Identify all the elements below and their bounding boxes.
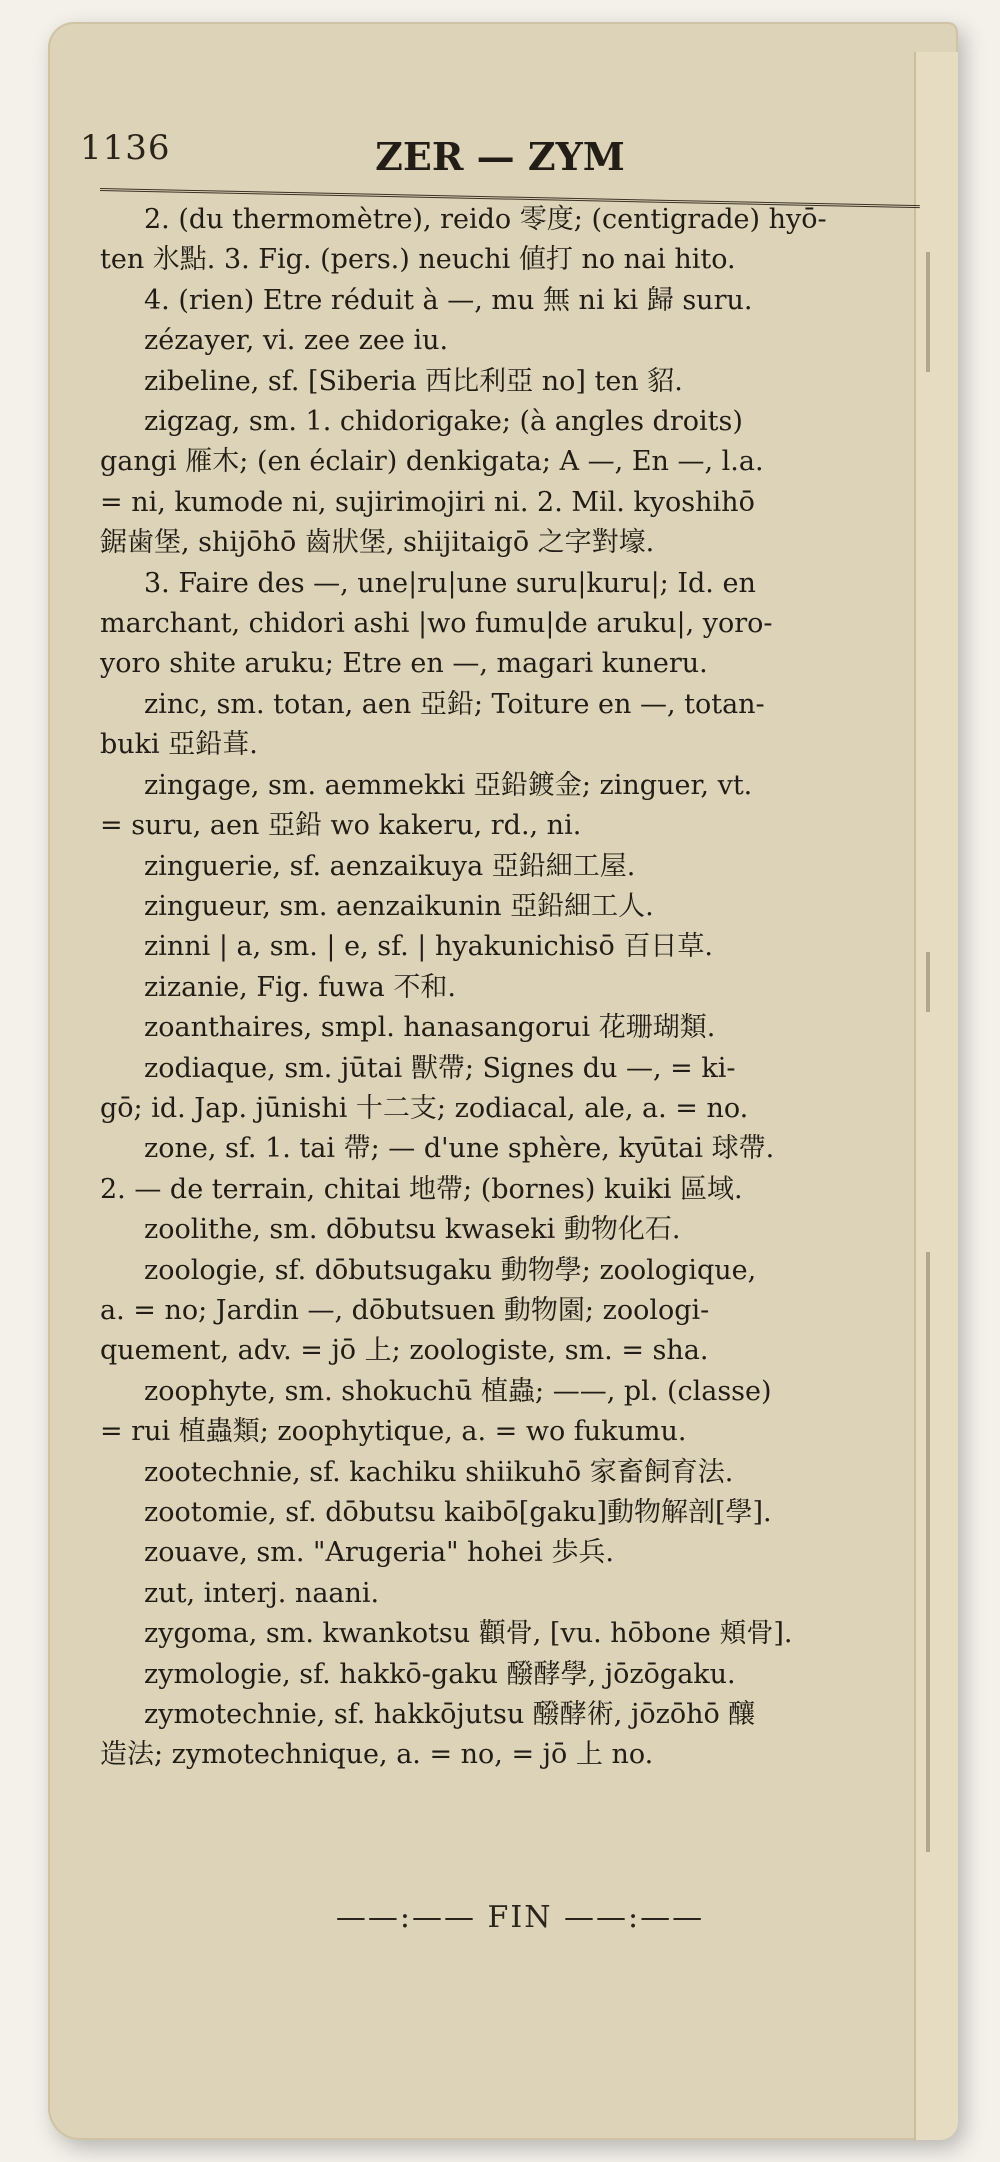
entry-line: 2. — de terrain, chitai 地帶; (bornes) kuiki 區域. xyxy=(100,1173,743,1205)
entry-line: 2. (du thermomètre), reido 零度; (centigrade) hyō- xyxy=(144,204,827,235)
entry-line: zizanie, Fig. fuwa 不和. xyxy=(144,971,456,1003)
entry-line: marchant, chidori ashi |wo fumu|de aruku|, yoro- xyxy=(100,608,773,640)
entry-line: zibeline, sf. [Siberia 西比利亞 no] ten 貂. xyxy=(144,365,683,397)
entry-line: buki 亞鉛葺. xyxy=(100,729,258,761)
entry-line: zingueur, sm. aenzaikunin 亞鉛細工人. xyxy=(144,890,654,922)
entry-line: zinguerie, sf. aenzaikuya 亞鉛細工屋. xyxy=(144,850,636,882)
entry-line: zigzag, sm. 1. chidorigake; (à angles droits) xyxy=(144,406,743,438)
entry-line: gangi 雁木; (en éclair) denkigata; A —, En —, l.a. xyxy=(100,446,764,478)
page-number: 1136 xyxy=(80,128,171,168)
entry-line: zoanthaires, smpl. hanasangorui 花珊瑚類. xyxy=(144,1012,716,1044)
entry-line: zoolithe, sm. dōbutsu kwaseki 動物化石. xyxy=(144,1214,681,1246)
entry-line: quement, adv. = jō 上; zoologiste, sm. = sha. xyxy=(100,1335,709,1367)
entry-line: zinc, sm. totan, aen 亞鉛; Toiture en —, totan- xyxy=(144,688,765,720)
entry-line: zone, sf. 1. tai 帶; — d'une sphère, kyūtai 球帶. xyxy=(144,1133,775,1165)
entry-line: 3. Faire des —, une|ru|une suru|kuru|; Id. en xyxy=(144,567,756,599)
entry-line: zouave, sm. "Arugeria" hohei 歩兵. xyxy=(144,1537,614,1569)
entry-line: zootechnie, sf. kachiku shiikuhō 家畜飼育法. xyxy=(144,1456,734,1488)
fin-mark: ——:—— FIN ——:—— xyxy=(335,1900,705,1935)
entry-line: 鋸歯堡, shijōhō 齒狀堡, shijitaigō 之字對壕. xyxy=(100,527,655,559)
entry-line: zinni | a, sm. | e, sf. | hyakunichisō 百日草. xyxy=(144,931,713,963)
entry-line: yoro shite aruku; Etre en —, magari kuneru. xyxy=(100,648,708,680)
entry-line: zymologie, sf. hakkō-gaku 醱酵學, jōzōgaku. xyxy=(144,1658,736,1690)
entry-line: zymotechnie, sf. hakkōjutsu 醱酵術, jōzōhō 釀 xyxy=(144,1699,756,1731)
entry-line: zézayer, vi. zee zee iu. xyxy=(144,325,449,357)
entry-line: zoophyte, sm. shokuchū 植蟲; ——, pl. (classe) xyxy=(144,1375,772,1407)
entry-line: zut, interj. naani. xyxy=(144,1577,380,1609)
entry-line: gō; id. Jap. jūnishi 十二支; zodiacal, ale, a. = no. xyxy=(100,1092,749,1124)
entry-line: zootomie, sf. dōbutsu kaibō[gaku]動物解剖[學]. xyxy=(144,1497,772,1528)
entry-line: zingage, sm. aemmekki 亞鉛鍍金; zinguer, vt. xyxy=(144,769,753,801)
entry-line: ten 氷點. 3. Fig. (pers.) neuchi 値打 no nai hito. xyxy=(100,244,736,276)
entry-line: zoologie, sf. dōbutsugaku 動物學; zoologique, xyxy=(144,1254,757,1286)
running-head xyxy=(80,110,920,180)
entry-line: 造法; zymotechnique, a. = no, = jō 上 no. xyxy=(100,1739,654,1771)
entry-line: zygoma, sm. kwankotsu 顴骨, [vu. hōbone 頬骨]. xyxy=(144,1618,793,1650)
entry-line: = suru, aen 亞鉛 wo kakeru, rd., ni. xyxy=(100,810,582,842)
entry-line: zodiaque, sm. jūtai 獸帶; Signes du —, = ki- xyxy=(144,1052,736,1084)
entry-line: a. = no; Jardin —, dōbutsuen 動物園; zoologi- xyxy=(100,1294,710,1326)
entry-line: = rui 植蟲類; zoophytique, a. = wo fukumu. xyxy=(100,1416,687,1448)
entry-line: 4. (rien) Etre réduit à —, mu 無 ni ki 歸 suru. xyxy=(144,284,753,316)
entry-line: = ni, kumode ni, sujirimojiri ni. 2. Mil. kyoshihō xyxy=(100,486,755,518)
guide-words: ZER — ZYM xyxy=(375,134,625,179)
dictionary-entries xyxy=(100,200,980,1776)
